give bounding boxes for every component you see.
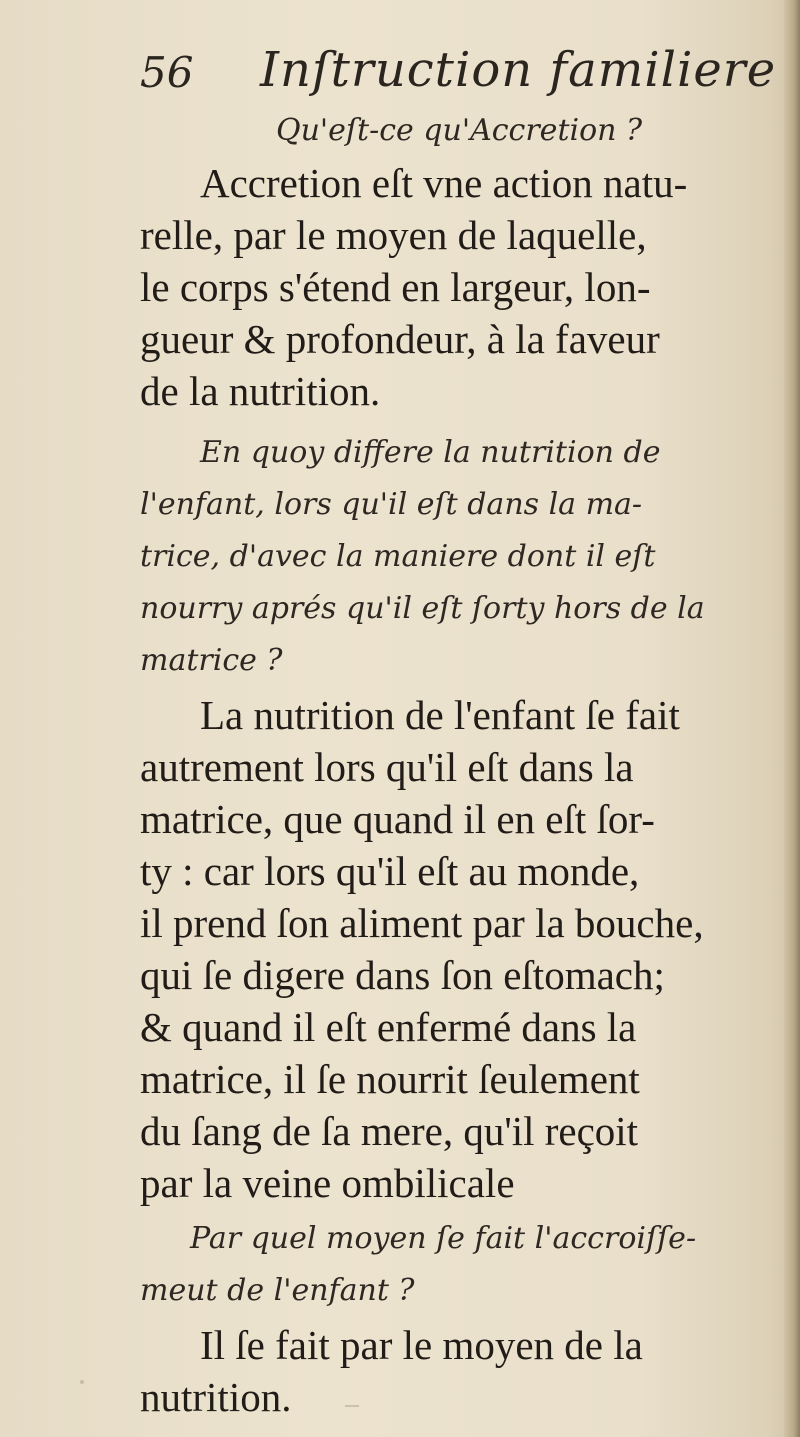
answer-line: Il ſe fait par le moyen de la [200,1322,643,1368]
answer-line: & quand il eſt enfermé dans la [140,1004,637,1050]
answer-line: de la nutrition. [140,368,381,414]
answer-line: ty : car lors qu'il eſt au monde, [140,848,640,894]
answer-line: autrement lors qu'il eſt dans la [140,744,634,790]
answer-3 [140,1319,770,1423]
question-line: matrice ? [140,643,283,678]
answer-line: du ſang de ſa mere, qu'il reçoit [140,1108,639,1154]
answer-line: Accretion eſt vne action natu- [200,160,688,206]
paper-speck [80,1380,84,1384]
answer-line: matrice, il ſe nourrit ſeulement [140,1056,640,1102]
question-line: En quoy differe la nutrition de [200,435,661,470]
question-1 [140,105,770,157]
question-line: trice, d'avec la maniere dont il eſt [140,539,656,574]
question-3 [140,1213,770,1317]
question-line: Par quel moyen ſe fait l'accroiſſe- [190,1221,697,1256]
answer-line: nutrition. [140,1374,292,1420]
page-edge-shadow [784,0,800,1437]
answer-line: matrice, que quand il en eſt ſor- [140,796,655,842]
answer-line: le corps s'étend en largeur, lon- [140,264,651,310]
page-number: 56 [140,48,194,97]
question-line: Qu'eſt-ce qu'Accretion ? [276,113,643,148]
question-line: meut de l'enfant ? [140,1273,415,1308]
answer-line: il prend ſon aliment par la bouche, [140,900,704,946]
running-title: Inſtruction familiere [260,42,777,98]
page-header [140,42,777,108]
page-content [140,105,770,1423]
paper-speck [345,1405,359,1407]
question-line: l'enfant, lors qu'il eſt dans la ma- [140,487,643,522]
answer-line: qui ſe digere dans ſon eſtomach; [140,952,665,998]
question-line: nourry aprés qu'il eſt ſorty hors de la [140,591,705,626]
question-2 [140,427,770,687]
answer-1 [140,157,770,417]
answer-2 [140,689,770,1209]
answer-line: La nutrition de l'enfant ſe fait [200,692,680,738]
answer-line: relle, par le moyen de laquelle, [140,212,647,258]
answer-line: gueur & profondeur, à la faveur [140,316,660,362]
answer-line: par la veine ombilicale [140,1160,515,1206]
